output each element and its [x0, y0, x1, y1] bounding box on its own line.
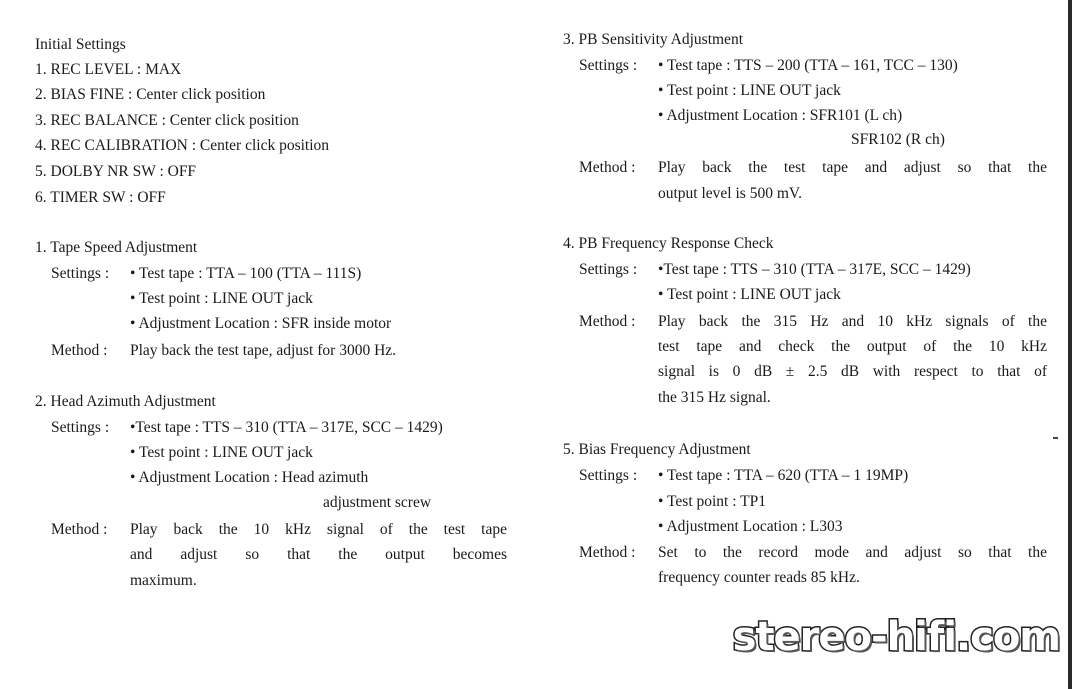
setting-item-continued: adjustment screw — [323, 494, 432, 511]
method-label: Method : — [51, 521, 108, 538]
settings-label: Settings : — [579, 261, 638, 278]
method-text: Set to the record mode and adjust so that the — [658, 544, 1047, 561]
method-text: Play back the test tape, adjust for 3000 Hz. — [130, 342, 397, 359]
section-title: 1. Tape Speed Adjustment — [35, 239, 198, 256]
section-title: 2. Head Azimuth Adjustment — [35, 393, 216, 410]
setting-item: • Adjustment Location : SFR inside motor — [130, 315, 392, 332]
method-text: signal is 0 dB ± 2.5 dB with respect to that of — [658, 363, 1047, 380]
setting-item: • Adjustment Location : SFR101 (L ch) — [658, 107, 903, 124]
setting-item-continued: SFR102 (R ch) — [851, 131, 945, 148]
method-text: and adjust so that the output becomes — [130, 546, 507, 563]
setting-item: •Test tape : TTS – 310 (TTA – 317E, SCC – 1429) — [658, 261, 971, 278]
method-label: Method : — [579, 313, 636, 330]
initial-setting-item: 6. TIMER SW : OFF — [35, 189, 166, 206]
initial-setting-item: 5. DOLBY NR SW : OFF — [35, 163, 197, 180]
setting-item: • Test tape : TTS – 200 (TTA – 161, TCC – 130) — [658, 57, 958, 74]
setting-item: • Test tape : TTA – 100 (TTA – 111S) — [130, 265, 362, 282]
initial-settings-title: Initial Settings — [35, 36, 126, 53]
method-text: the 315 Hz signal. — [658, 389, 771, 406]
method-label: Method : — [579, 544, 636, 561]
method-text: maximum. — [130, 572, 197, 589]
setting-item: • Test point : LINE OUT jack — [130, 290, 313, 307]
method-text: Play back the 315 Hz and 10 kHz signals of the — [658, 313, 1047, 330]
initial-setting-item: 1. REC LEVEL : MAX — [35, 61, 182, 78]
setting-item: •Test tape : TTS – 310 (TTA – 317E, SCC – 1429) — [130, 419, 443, 436]
section-title: 4. PB Frequency Response Check — [563, 235, 774, 252]
page-edge — [1068, 0, 1072, 689]
setting-item: • Test point : LINE OUT jack — [658, 82, 841, 99]
method-text: test tape and check the output of the 10 kHz — [658, 338, 1047, 355]
initial-setting-item: 2. BIAS FINE : Center click position — [35, 86, 266, 103]
initial-setting-item: 4. REC CALIBRATION : Center click position — [35, 137, 330, 154]
setting-item: • Adjustment Location : L303 — [658, 518, 843, 535]
settings-label: Settings : — [579, 467, 638, 484]
setting-item: • Test point : LINE OUT jack — [130, 444, 313, 461]
settings-label: Settings : — [51, 265, 110, 282]
method-text: Play back the 10 kHz signal of the test tape — [130, 521, 507, 538]
setting-item: • Test tape : TTA – 620 (TTA – 1 19MP) — [658, 467, 909, 484]
initial-setting-item: 3. REC BALANCE : Center click position — [35, 112, 299, 129]
watermark-logo: stereo-hifi.com — [732, 614, 1060, 660]
section-title: 5. Bias Frequency Adjustment — [563, 441, 751, 458]
method-text: frequency counter reads 85 kHz. — [658, 569, 860, 586]
stray-mark — [1053, 437, 1058, 439]
section-title: 3. PB Sensitivity Adjustment — [563, 31, 743, 48]
settings-label: Settings : — [579, 57, 638, 74]
method-label: Method : — [51, 342, 108, 359]
settings-label: Settings : — [51, 419, 110, 436]
method-text: Play back the test tape and adjust so that the — [658, 159, 1047, 176]
setting-item: • Test point : TP1 — [658, 493, 766, 510]
setting-item: • Adjustment Location : Head azimuth — [130, 469, 369, 486]
method-label: Method : — [579, 159, 636, 176]
method-text: output level is 500 mV. — [658, 185, 802, 202]
setting-item: • Test point : LINE OUT jack — [658, 286, 841, 303]
